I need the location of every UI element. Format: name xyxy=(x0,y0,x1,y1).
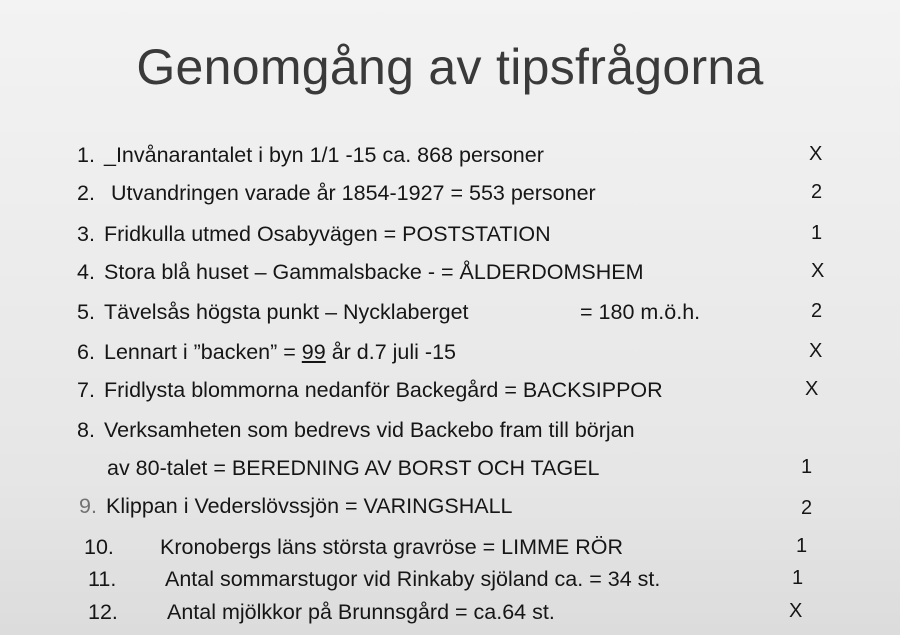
item-number: 10. xyxy=(84,535,114,559)
item-text: Kronobergs läns största gravröse = LIMME RÖR xyxy=(160,535,624,559)
item-answer: X xyxy=(805,378,819,400)
item-answer: 2 xyxy=(811,300,823,322)
page-title: Genomgång av tipsfrågorna xyxy=(136,39,764,95)
item-number: 6. xyxy=(77,340,95,364)
item-number: 12. xyxy=(88,600,118,624)
list-item xyxy=(0,143,900,177)
item-text-part: Lennart i ”backen” = xyxy=(104,340,302,364)
list-item xyxy=(0,600,900,634)
item-text: Antal mjölkkor på Brunnsgård = ca.64 st. xyxy=(167,600,555,624)
item-number: 3. xyxy=(77,222,95,246)
item-text: Stora blå huset – Gammalsbacke - = ÅLDERDOMSHEM xyxy=(104,260,644,284)
item-number: 2. xyxy=(77,181,95,205)
list-item xyxy=(0,181,900,215)
item-number: 8. xyxy=(77,418,95,442)
item-number: 9. xyxy=(79,494,97,518)
item-text-value: = 180 m.ö.h. xyxy=(580,300,701,324)
item-answer: 1 xyxy=(811,222,823,244)
list-item xyxy=(0,494,900,528)
item-text: Klippan i Vederslövssjön = VARINGSHALL xyxy=(106,494,513,518)
list-item xyxy=(0,418,900,452)
item-text: Fridkulla utmed Osabyvägen = POSTSTATION xyxy=(104,222,551,246)
item-number: 5. xyxy=(77,300,95,324)
list-item xyxy=(0,300,900,334)
list-item xyxy=(0,340,900,374)
item-text-line2: av 80-talet = BEREDNING AV BORST OCH TAGEL xyxy=(107,456,600,480)
item-answer: 2 xyxy=(801,497,813,519)
item-answer: 1 xyxy=(796,535,808,557)
item-text: _Invånarantalet i byn 1/1 -15 ca. 868 personer xyxy=(104,143,544,167)
item-text: Utvandringen varade år 1854-1927 = 553 personer xyxy=(111,181,596,205)
item-answer: X xyxy=(811,260,825,282)
list-item xyxy=(0,260,900,294)
item-answer: X xyxy=(789,600,803,622)
item-answer: X xyxy=(809,340,823,362)
item-answer: 2 xyxy=(811,181,823,203)
item-text: Antal sommarstugor vid Rinkaby sjöland ca. = 34 st. xyxy=(165,567,661,591)
item-text-part: år d.7 juli -15 xyxy=(325,340,456,364)
list-item xyxy=(0,378,900,412)
item-text: Tävelsås högsta punkt – Nycklaberget xyxy=(104,300,469,324)
item-number: 11. xyxy=(88,567,117,591)
item-text-underlined: 99 xyxy=(301,340,326,364)
list-item xyxy=(0,567,900,601)
item-answer: 1 xyxy=(792,567,804,589)
list-item xyxy=(0,535,900,569)
list-item-continuation xyxy=(0,456,900,490)
item-text xyxy=(104,340,456,365)
item-answer: X xyxy=(809,143,823,165)
item-number: 4. xyxy=(77,260,95,284)
item-number: 1. xyxy=(77,143,95,167)
item-text: Fridlysta blommorna nedanför Backegård = BACKSIPPOR xyxy=(104,378,663,402)
item-answer: 1 xyxy=(801,456,813,478)
item-number: 7. xyxy=(77,378,95,402)
list-item xyxy=(0,222,900,256)
item-text: Verksamheten som bedrevs vid Backebo fram till början xyxy=(104,418,635,442)
